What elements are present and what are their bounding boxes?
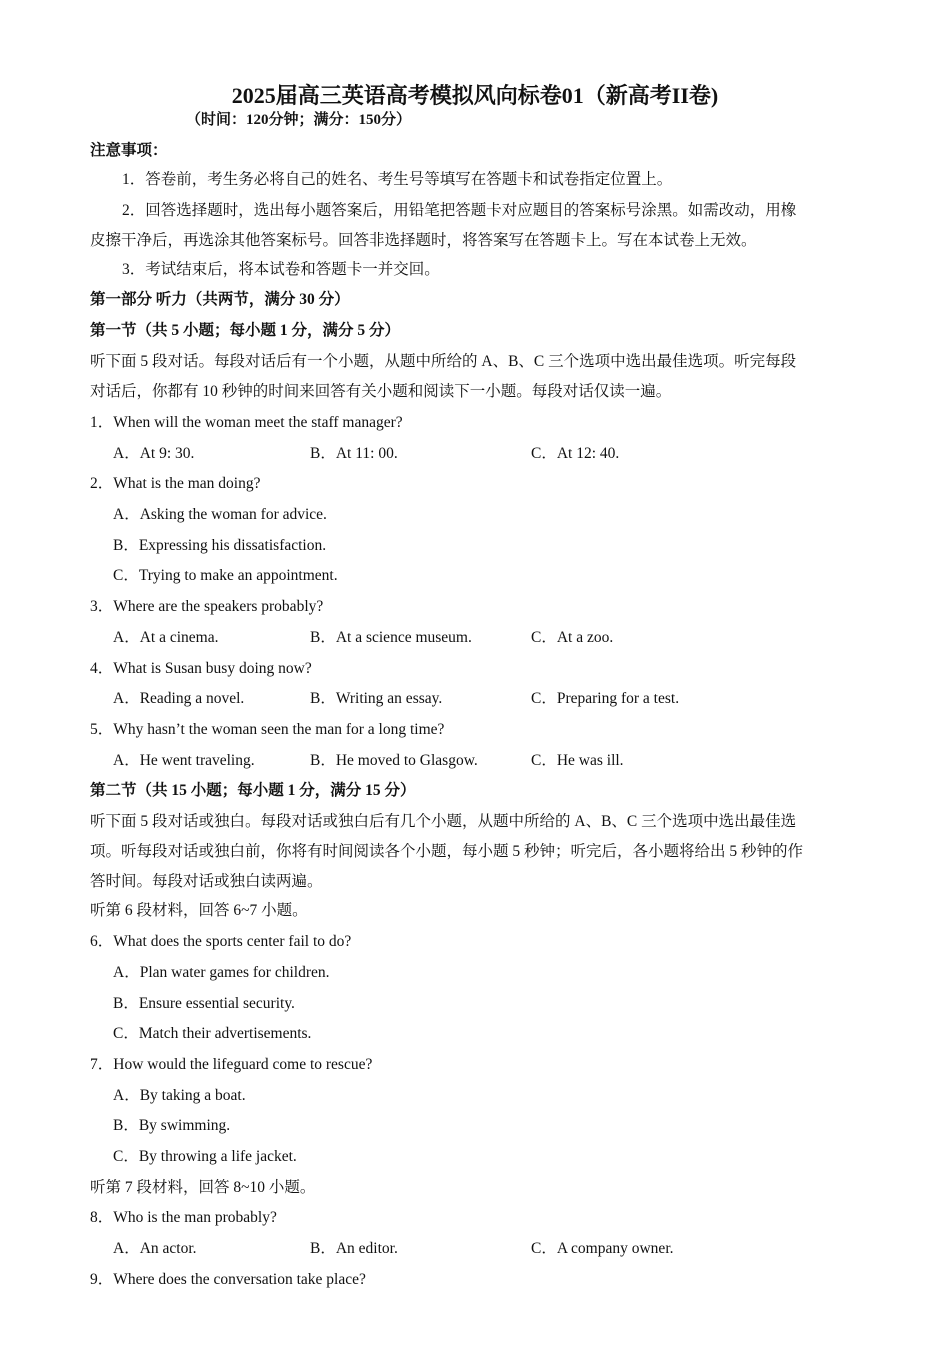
- question-4-stem: 4．What is Susan busy doing now?: [90, 660, 312, 677]
- question-5-option-a: A．He went traveling.: [113, 752, 255, 769]
- question-6-stem: 6．What does the sports center fail to do?: [90, 933, 352, 950]
- question-7-stem: 7．How would the lifeguard come to rescue?: [90, 1056, 373, 1073]
- question-2-option-c: C．Trying to make an appointment.: [113, 567, 338, 584]
- section1-heading: 第一节（共 5 小题；每小题 1 分，满分 5 分）: [90, 322, 401, 339]
- question-1-stem: 1．When will the woman meet the staff manager?: [90, 414, 403, 431]
- section2-instruction-line-3: 答时间。每段对话或独白读两遍。: [90, 873, 323, 890]
- question-6-option-c: C．Match their advertisements.: [113, 1025, 312, 1042]
- question-4-option-b: B．Writing an essay.: [310, 690, 443, 707]
- exam-subtitle: （时间：120分钟；满分：150分）: [186, 112, 412, 128]
- notes-heading: 注意事项：: [90, 142, 168, 159]
- question-3-option-c: C．At a zoo.: [531, 629, 614, 646]
- question-8-option-c: C．A company owner.: [531, 1240, 674, 1257]
- section2-heading: 第二节（共 15 小题；每小题 1 分，满分 15 分）: [90, 782, 416, 799]
- question-4-option-c: C．Preparing for a test.: [531, 690, 680, 707]
- section2-instruction-line-1: 听下面 5 段对话或独白。每段对话或独白后有几个小题，从题中所给的 A、B、C 三个选项中选出最佳选: [90, 813, 797, 830]
- question-5-option-b: B．He moved to Glasgow.: [310, 752, 478, 769]
- question-1-option-b: B．At 11: 00.: [310, 445, 398, 462]
- note-2-line-1: 2．回答选择题时，选出每小题答案后，用铅笔把答题卡对应题目的答案标号涂黑。如需改动，用橡: [122, 202, 797, 219]
- material-7-intro: 听第 7 段材料，回答 8~10 小题。: [90, 1179, 316, 1196]
- question-3-option-a: A．At a cinema.: [113, 629, 219, 646]
- material-6-intro: 听第 6 段材料，回答 6~7 小题。: [90, 902, 308, 919]
- section1-instruction-line-1: 听下面 5 段对话。每段对话后有一个小题，从题中所给的 A、B、C 三个选项中选出最佳选项。听完每段: [90, 353, 797, 370]
- note-2-line-2: 皮擦干净后，再选涂其他答案标号。回答非选择题时，将答案写在答题卡上。写在本试卷上无效。: [90, 232, 757, 249]
- note-3: 3．考试结束后，将本试卷和答题卡一并交回。: [122, 261, 440, 278]
- question-6-option-b: B．Ensure essential security.: [113, 995, 295, 1012]
- section2-instruction-line-2: 项。听每段对话或独白前，你将有时间阅读各个小题，每小题 5 秒钟；听完后，各小题将给出 5 秒钟的作: [90, 843, 804, 860]
- question-8-stem: 8．Who is the man probably?: [90, 1209, 277, 1226]
- question-7-option-c: C．By throwing a life jacket.: [113, 1148, 297, 1165]
- question-2-option-a: A．Asking the woman for advice.: [113, 506, 327, 523]
- exam-title: 2025届高三英语高考模拟风向标卷01（新高考II卷): [231, 83, 719, 108]
- question-1-option-a: A．At 9: 30.: [113, 445, 195, 462]
- question-5-stem: 5．Why hasn’t the woman seen the man for a long time?: [90, 721, 445, 738]
- question-7-option-a: A．By taking a boat.: [113, 1087, 246, 1104]
- part1-heading: 第一部分 听力（共两节，满分 30 分）: [90, 291, 350, 308]
- note-1: 1．答卷前，考生务必将自己的姓名、考生号等填写在答题卡和试卷指定位置上。: [122, 171, 673, 188]
- question-4-option-a: A．Reading a novel.: [113, 690, 245, 707]
- question-9-stem: 9．Where does the conversation take place?: [90, 1271, 366, 1288]
- question-2-stem: 2．What is the man doing?: [90, 475, 261, 492]
- question-5-option-c: C．He was ill.: [531, 752, 624, 769]
- section1-instruction-line-2: 对话后，你都有 10 秒钟的时间来回答有关小题和阅读下一小题。每段对话仅读一遍。: [90, 383, 672, 400]
- question-7-option-b: B．By swimming.: [113, 1117, 231, 1134]
- question-3-stem: 3．Where are the speakers probably?: [90, 598, 324, 615]
- question-2-option-b: B．Expressing his dissatisfaction.: [113, 537, 327, 554]
- question-1-option-c: C．At 12: 40.: [531, 445, 620, 462]
- question-8-option-a: A．An actor.: [113, 1240, 197, 1257]
- question-3-option-b: B．At a science museum.: [310, 629, 472, 646]
- question-6-option-a: A．Plan water games for children.: [113, 964, 330, 981]
- question-8-option-b: B．An editor.: [310, 1240, 398, 1257]
